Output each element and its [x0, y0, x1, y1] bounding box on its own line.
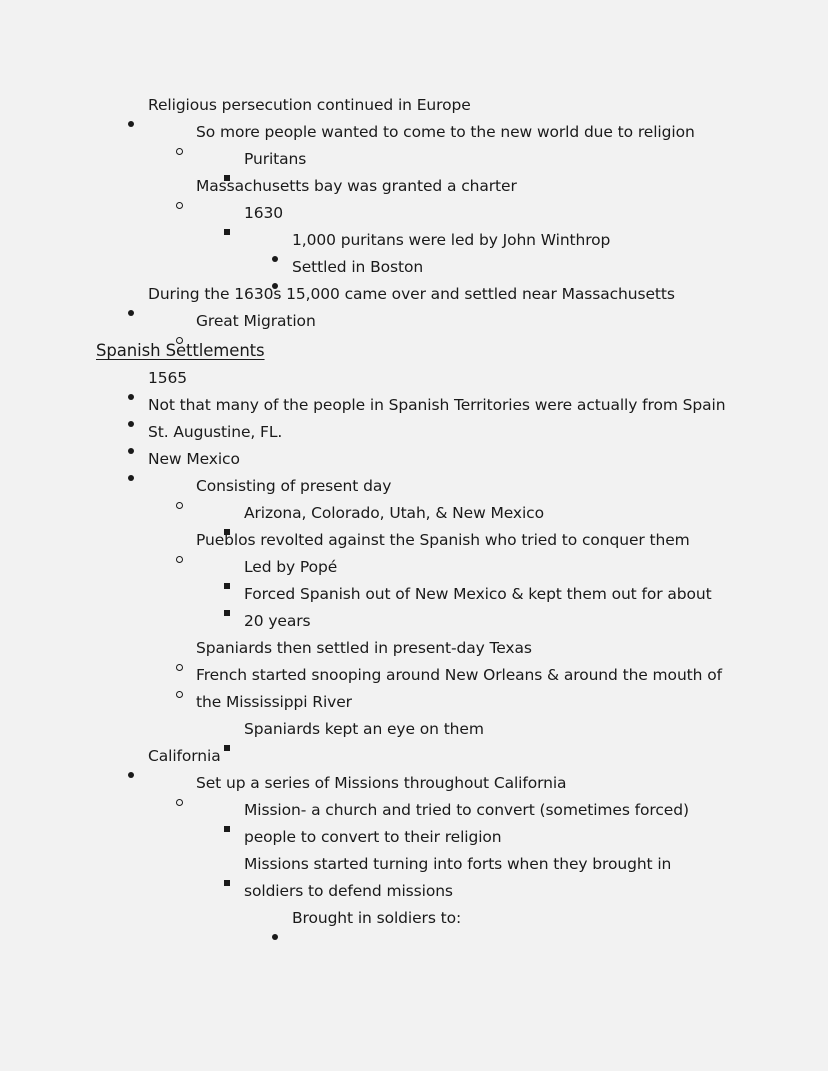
disc-bullet-icon: [128, 92, 148, 119]
outline-item: [96, 281, 728, 308]
outline-item: [96, 92, 728, 119]
outline-item: [96, 200, 728, 227]
square-bullet-icon: [224, 554, 244, 581]
outline-item-text: California: [148, 747, 221, 765]
square-bullet-icon: [224, 581, 244, 608]
circle-bullet-icon: [176, 635, 196, 662]
outline-item: [96, 500, 728, 527]
outline-item-text: Religious persecution continued in Europe: [148, 96, 471, 114]
outline-item: [96, 635, 728, 662]
square-bullet-icon: [224, 851, 244, 878]
outline-item: [96, 119, 728, 146]
outline-item-text: Mission- a church and tried to convert (sometimes forced) people to convert to their religion: [244, 801, 689, 846]
outline-item-text: Forced Spanish out of New Mexico & kept them out for about 20 years: [244, 585, 712, 630]
disc-bullet-icon: [128, 743, 148, 770]
outline-item-text: Consisting of present day: [196, 477, 392, 495]
disc-bullet-icon: [272, 227, 292, 254]
disc-bullet-icon: [272, 905, 292, 932]
disc-bullet-icon: [128, 365, 148, 392]
outline-item: [96, 173, 728, 200]
outline-item: [96, 770, 728, 797]
outline-item: [96, 419, 728, 446]
disc-bullet-icon: [128, 446, 148, 473]
square-bullet-icon: [224, 500, 244, 527]
outline-item: [96, 905, 728, 932]
outline-item-text: 1565: [148, 369, 188, 387]
outline-item: [96, 716, 728, 743]
outline-item: [96, 851, 728, 905]
outline-item-text: 1630: [244, 204, 284, 222]
disc-bullet-icon: [128, 419, 148, 446]
circle-bullet-icon: [176, 119, 196, 146]
outline-item: [96, 527, 728, 554]
outline-item: [96, 797, 728, 851]
disc-bullet-icon: [128, 392, 148, 419]
outline-item: [96, 446, 728, 473]
outline-item: [96, 581, 728, 635]
section-heading: Spanish Settlements: [96, 341, 265, 360]
outline-item-text: So more people wanted to come to the new world due to religion: [196, 123, 695, 141]
outline-item-text: Puritans: [244, 150, 307, 168]
disc-bullet-icon: [272, 254, 292, 281]
outline-item: [96, 227, 728, 254]
outline-item: [96, 392, 728, 419]
outline-item-text: Great Migration: [196, 312, 316, 330]
circle-bullet-icon: [176, 173, 196, 200]
outline-item: [96, 473, 728, 500]
square-bullet-icon: [224, 146, 244, 173]
outline-item-text: Spaniards kept an eye on them: [244, 720, 484, 738]
outline-item-text: Brought in soldiers to:: [292, 909, 462, 927]
outline-item-text: Arizona, Colorado, Utah, & New Mexico: [244, 504, 544, 522]
circle-bullet-icon: [176, 770, 196, 797]
outline-item-text: Set up a series of Missions throughout California: [196, 774, 567, 792]
circle-bullet-icon: [176, 473, 196, 500]
outline-item: [96, 254, 728, 281]
outline-item-text: French started snooping around New Orleans & around the mouth of the Mississippi River: [196, 666, 722, 711]
outline-item-text: During the 1630s 15,000 came over and settled near Massachusetts: [148, 285, 675, 303]
outline-item-text: Missions started turning into forts when they brought in soldiers to defend missions: [244, 855, 672, 900]
outline-item-text: Led by Popé: [244, 558, 338, 576]
outline-item-text: New Mexico: [148, 450, 240, 468]
outline-item: [96, 308, 728, 335]
outline-item-text: Massachusetts bay was granted a charter: [196, 177, 517, 195]
outline-item: [96, 554, 728, 581]
outline-item-text: Settled in Boston: [292, 258, 424, 276]
outline-item: [96, 743, 728, 770]
circle-bullet-icon: [176, 527, 196, 554]
outline-item: [96, 146, 728, 173]
section-heading-row: [96, 335, 728, 365]
circle-bullet-icon: [176, 662, 196, 689]
disc-bullet-icon: [128, 281, 148, 308]
square-bullet-icon: [224, 797, 244, 824]
outline-item-text: 1,000 puritans were led by John Winthrop: [292, 231, 611, 249]
outline-item: [96, 365, 728, 392]
square-bullet-icon: [224, 200, 244, 227]
outline-body: [96, 92, 728, 932]
outline-item-text: Not that many of the people in Spanish Territories were actually from Spain: [148, 396, 726, 414]
outline-item: [96, 662, 728, 716]
outline-item-text: Pueblos revolted against the Spanish who tried to conquer them: [196, 531, 690, 549]
circle-bullet-icon: [176, 308, 196, 335]
outline-item-text: Spaniards then settled in present-day Texas: [196, 639, 532, 657]
outline-item-text: St. Augustine, FL.: [148, 423, 283, 441]
square-bullet-icon: [224, 716, 244, 743]
